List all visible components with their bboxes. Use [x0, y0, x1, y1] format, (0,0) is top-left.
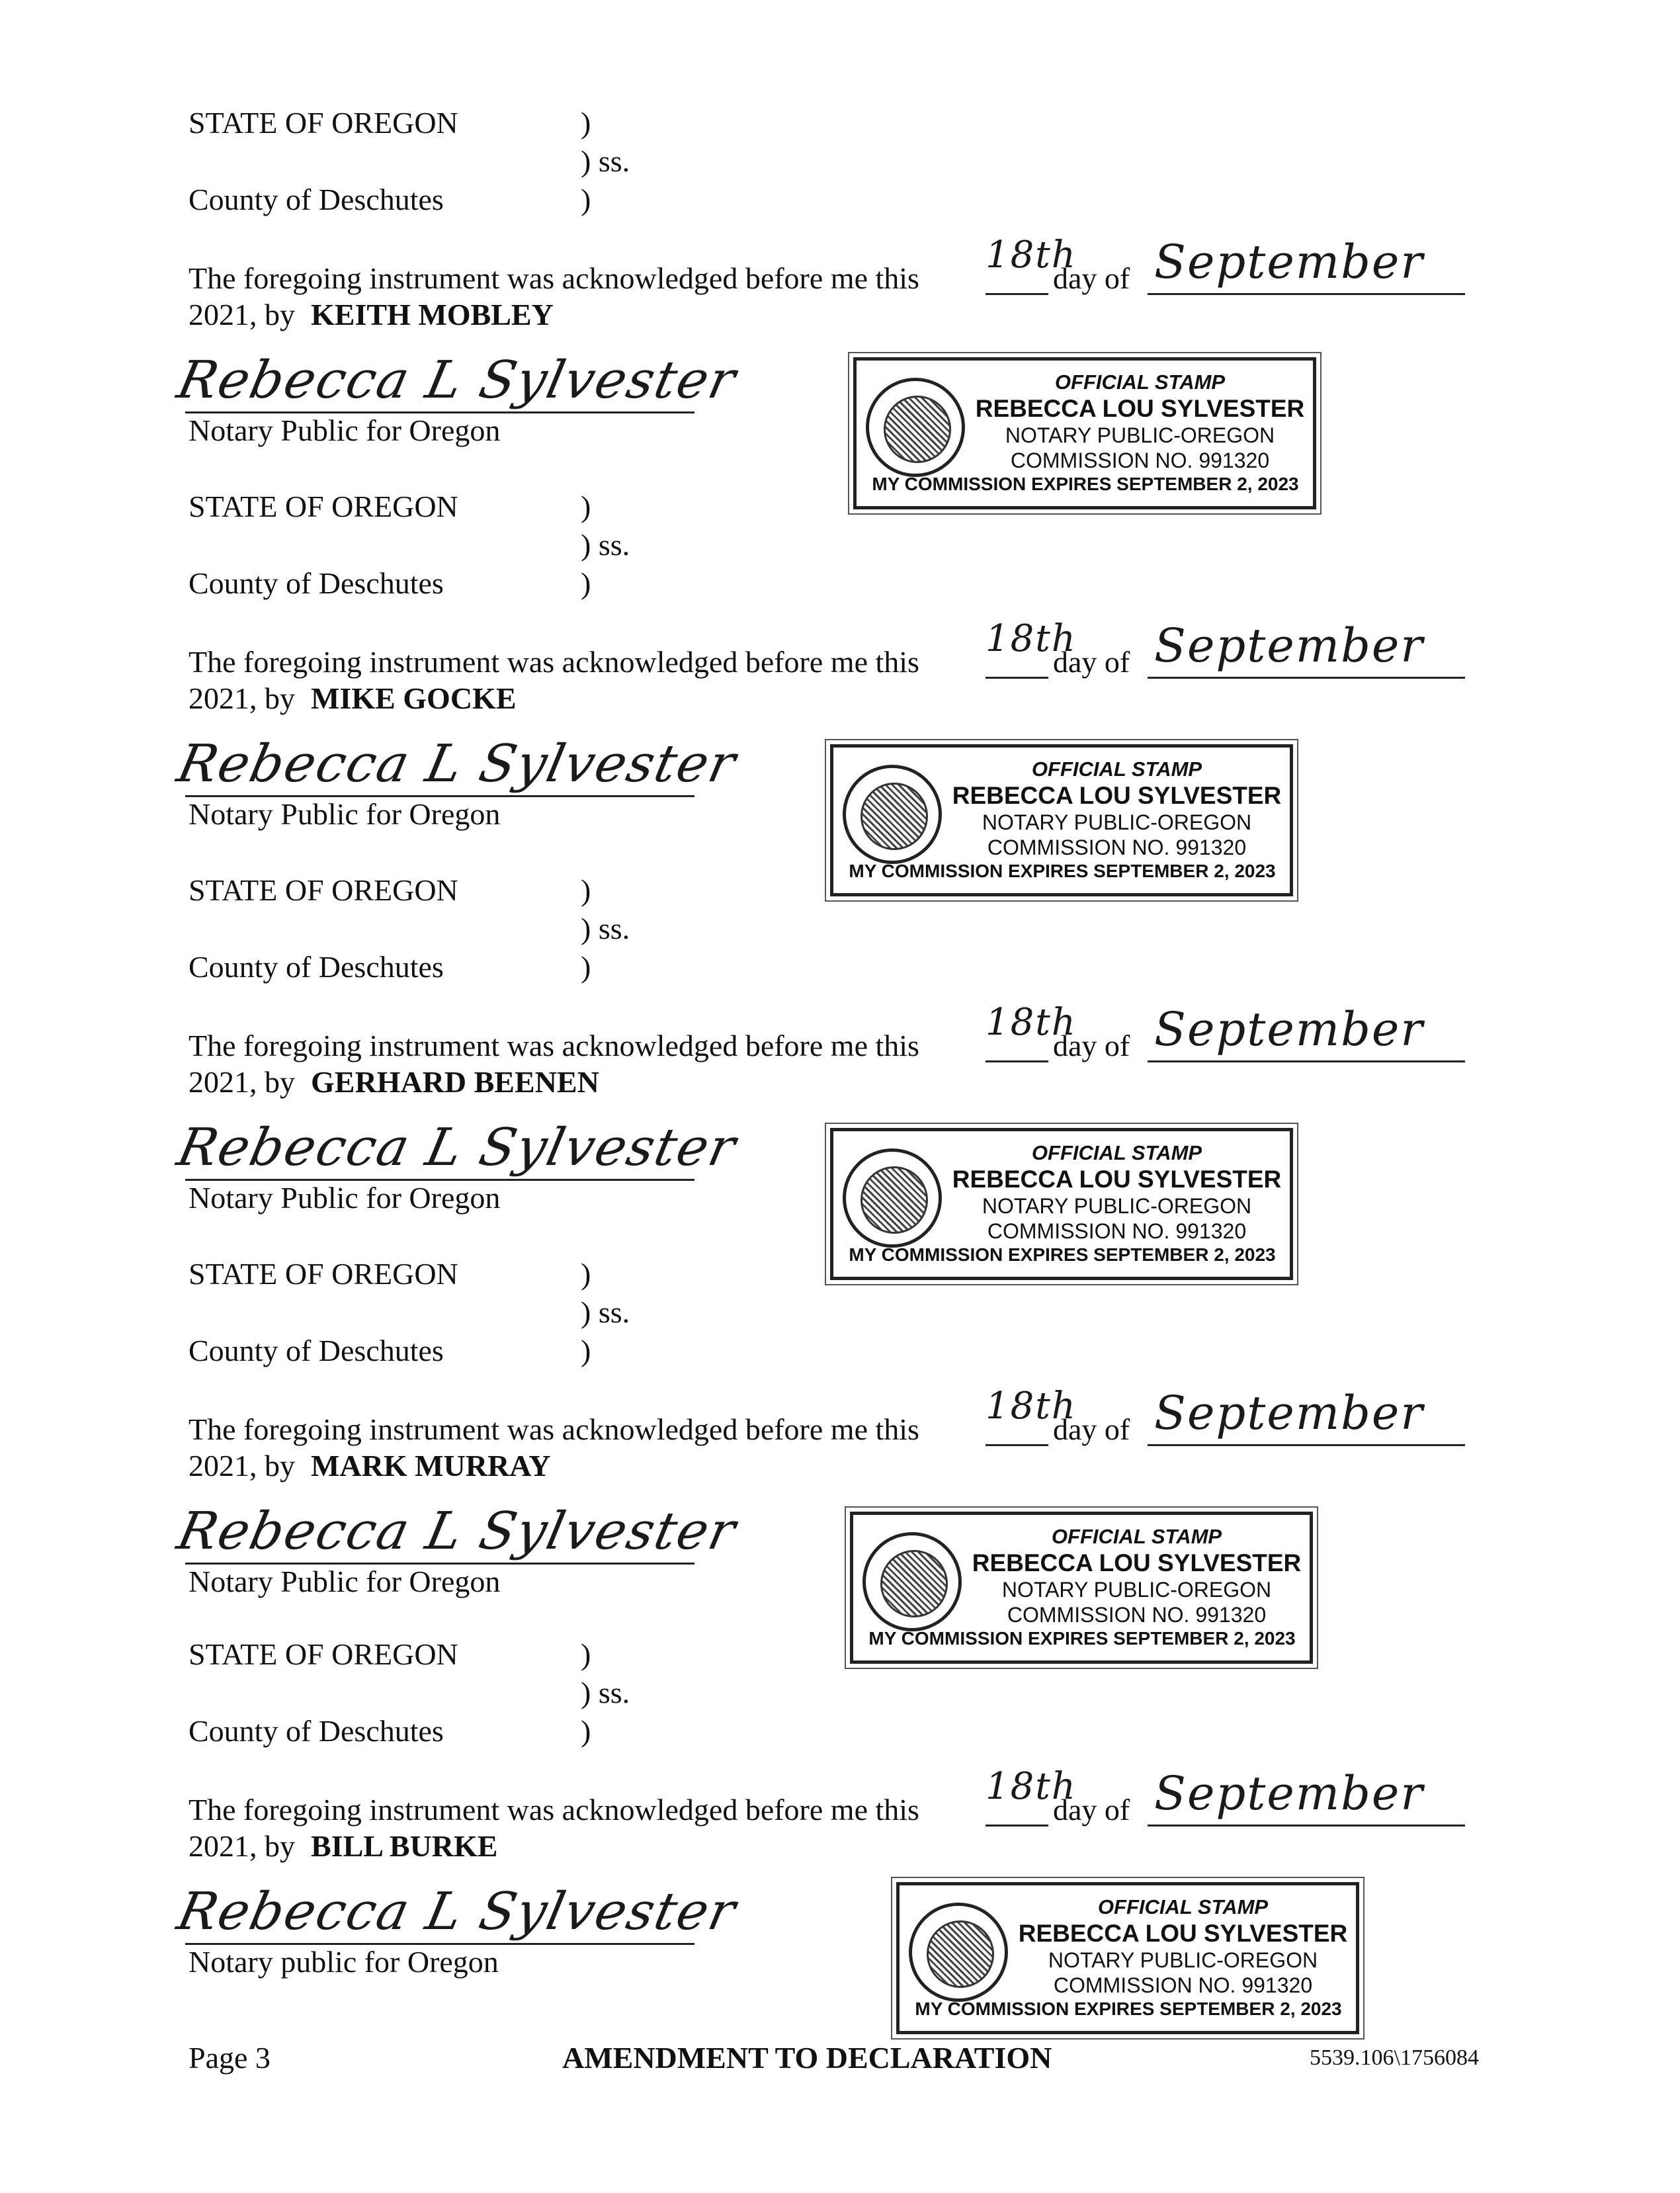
official-stamp	[896, 1882, 1359, 2034]
handwritten-day: 18th	[986, 617, 1077, 660]
document-title: AMENDMENT TO DECLARATION	[562, 2041, 1052, 2075]
stamp-expiration: MY COMMISSION EXPIRES SEPTEMBER 2, 2023	[868, 1628, 1296, 1649]
county-label: County of Deschutes	[189, 1334, 444, 1367]
handwritten-day: 18th	[986, 1001, 1077, 1044]
county-label: County of Deschutes	[189, 950, 444, 984]
notary-signature: Rebecca L Sylvester	[172, 1118, 742, 1178]
state-label: STATE OF OREGON	[189, 1257, 458, 1291]
paren: )	[581, 1257, 591, 1291]
stamp-expiration: MY COMMISSION EXPIRES SEPTEMBER 2, 2023	[849, 861, 1276, 881]
notary-label: Notary Public for Oregon	[189, 1181, 501, 1215]
acknowledgement-text: The foregoing instrument was acknowledged before me this	[189, 1793, 919, 1827]
official-stamp	[830, 744, 1293, 896]
state-label: STATE OF OREGON	[189, 1637, 458, 1671]
paren: )	[581, 490, 591, 523]
day-underline	[986, 1825, 1048, 1827]
oregon-state-seal	[909, 1903, 1008, 2002]
stamp-notary-name: REBECCA LOU SYLVESTER	[952, 782, 1282, 809]
notary-label: Notary Public for Oregon	[189, 413, 501, 447]
handwritten-month: September	[1154, 1386, 1424, 1440]
day-underline	[986, 1060, 1048, 1062]
year-by-label: 2021, by	[189, 298, 295, 331]
ss-label: ) ss.	[581, 1676, 630, 1709]
paren: )	[581, 1714, 591, 1748]
acknowledgement-text: The foregoing instrument was acknowledged before me this	[189, 645, 919, 679]
handwritten-month: September	[1154, 619, 1424, 673]
signer-name: MARK MURRAY	[311, 1449, 551, 1483]
stamp-notary-name: REBECCA LOU SYLVESTER	[975, 395, 1305, 422]
notary-label: Notary Public for Oregon	[189, 1565, 501, 1598]
oregon-state-seal	[843, 1148, 942, 1248]
handwritten-month: September	[1154, 1766, 1424, 1821]
ss-label: ) ss.	[581, 144, 630, 178]
stamp-commission-number: COMMISSION NO. 991320	[1007, 1603, 1267, 1627]
seal-emblem	[861, 1166, 928, 1234]
stamp-text	[849, 1140, 1284, 1266]
paren: )	[581, 950, 591, 984]
official-stamp	[850, 1512, 1313, 1664]
signer-name: KEITH MOBLEY	[311, 298, 554, 331]
county-label: County of Deschutes	[189, 566, 444, 600]
acknowledgement-text: The foregoing instrument was acknowledged before me this	[189, 261, 919, 295]
handwritten-month: September	[1154, 235, 1424, 289]
day-underline	[986, 293, 1048, 295]
paren: )	[581, 1334, 591, 1367]
acknowledgement-text: The foregoing instrument was acknowledged before me this	[189, 1029, 919, 1062]
stamp-commission-number: COMMISSION NO. 991320	[1010, 449, 1270, 472]
document-number: 5539.106\1756084	[1310, 2045, 1479, 2070]
stamp-text	[868, 1524, 1304, 1650]
stamp-text	[849, 757, 1284, 882]
stamp-title: OFFICIAL STAMP	[1031, 1141, 1202, 1164]
oregon-state-seal	[843, 765, 942, 864]
ss-label: ) ss.	[581, 1295, 630, 1329]
handwritten-month: September	[1154, 1002, 1424, 1056]
notary-signature: Rebecca L Sylvester	[172, 734, 742, 794]
stamp-title: OFFICIAL STAMP	[1054, 370, 1226, 394]
notary-label: Notary public for Oregon	[189, 1945, 499, 1979]
day-of-label: day of	[1053, 1412, 1130, 1446]
stamp-notary-name: REBECCA LOU SYLVESTER	[1018, 1920, 1348, 1947]
month-underline	[1148, 1825, 1465, 1827]
handwritten-day: 18th	[986, 1385, 1077, 1428]
stamp-text	[915, 1895, 1351, 2020]
stamp-title: OFFICIAL STAMP	[1031, 757, 1202, 781]
stamp-expiration: MY COMMISSION EXPIRES SEPTEMBER 2, 2023	[872, 474, 1299, 494]
notary-signature: Rebecca L Sylvester	[172, 1882, 742, 1942]
stamp-notary-public: NOTARY PUBLIC-OREGON	[1005, 423, 1275, 447]
stamp-title: OFFICIAL STAMP	[1097, 1895, 1269, 1918]
state-label: STATE OF OREGON	[189, 490, 458, 523]
stamp-notary-public: NOTARY PUBLIC-OREGON	[982, 1194, 1252, 1218]
day-of-label: day of	[1053, 645, 1130, 679]
ss-label: ) ss.	[581, 528, 630, 562]
notary-signature: Rebecca L Sylvester	[172, 1502, 742, 1561]
seal-emblem	[884, 396, 951, 463]
oregon-state-seal	[866, 378, 965, 477]
paren: )	[581, 1637, 591, 1671]
page-number: Page 3	[189, 2041, 271, 2075]
year-by-label: 2021, by	[189, 1829, 295, 1863]
stamp-commission-number: COMMISSION NO. 991320	[987, 836, 1247, 859]
handwritten-day: 18th	[986, 234, 1077, 277]
day-of-label: day of	[1053, 1029, 1130, 1062]
paren: )	[581, 873, 591, 907]
seal-emblem	[927, 1920, 994, 1988]
month-underline	[1148, 293, 1465, 295]
stamp-notary-public: NOTARY PUBLIC-OREGON	[982, 810, 1252, 834]
acknowledgement-text: The foregoing instrument was acknowledged before me this	[189, 1412, 919, 1446]
stamp-notary-public: NOTARY PUBLIC-OREGON	[1048, 1948, 1318, 1972]
stamp-notary-public: NOTARY PUBLIC-OREGON	[1001, 1578, 1272, 1602]
handwritten-day: 18th	[986, 1765, 1077, 1808]
year-by-label: 2021, by	[189, 1065, 295, 1099]
state-label: STATE OF OREGON	[189, 873, 458, 907]
signer-name: BILL BURKE	[311, 1829, 498, 1863]
seal-emblem	[880, 1550, 948, 1617]
stamp-notary-name: REBECCA LOU SYLVESTER	[952, 1166, 1282, 1193]
stamp-commission-number: COMMISSION NO. 991320	[1053, 1973, 1313, 1997]
ss-label: ) ss.	[581, 912, 630, 945]
notary-signature: Rebecca L Sylvester	[172, 351, 742, 410]
stamp-notary-name: REBECCA LOU SYLVESTER	[972, 1549, 1302, 1576]
official-stamp	[830, 1128, 1293, 1280]
day-underline	[986, 677, 1048, 679]
notary-label: Notary Public for Oregon	[189, 797, 501, 831]
day-of-label: day of	[1053, 261, 1130, 295]
county-label: County of Deschutes	[189, 183, 444, 216]
year-by-label: 2021, by	[189, 681, 295, 715]
stamp-expiration: MY COMMISSION EXPIRES SEPTEMBER 2, 2023	[915, 1999, 1342, 2019]
month-underline	[1148, 1060, 1465, 1062]
county-label: County of Deschutes	[189, 1714, 444, 1748]
paren: )	[581, 183, 591, 216]
day-of-label: day of	[1053, 1793, 1130, 1827]
paren: )	[581, 106, 591, 140]
stamp-title: OFFICIAL STAMP	[1051, 1525, 1222, 1548]
day-underline	[986, 1444, 1048, 1446]
state-label: STATE OF OREGON	[189, 106, 458, 140]
signer-name: GERHARD BEENEN	[311, 1065, 599, 1099]
signer-name: MIKE GOCKE	[311, 681, 517, 715]
month-underline	[1148, 1444, 1465, 1446]
month-underline	[1148, 677, 1465, 679]
seal-emblem	[861, 783, 928, 850]
official-stamp	[853, 357, 1316, 509]
oregon-state-seal	[862, 1532, 962, 1631]
paren: )	[581, 566, 591, 600]
stamp-commission-number: COMMISSION NO. 991320	[987, 1219, 1247, 1243]
stamp-expiration: MY COMMISSION EXPIRES SEPTEMBER 2, 2023	[849, 1244, 1276, 1265]
stamp-text	[872, 370, 1308, 495]
year-by-label: 2021, by	[189, 1449, 295, 1483]
